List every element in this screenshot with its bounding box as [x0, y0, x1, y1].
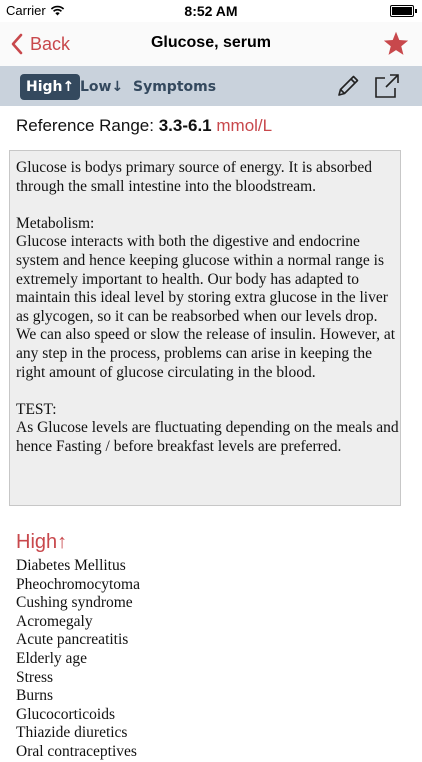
list-item: Diabetes Mellitus [16, 557, 126, 574]
description-metabolism: Metabolism: Glucose interacts with both the digestive and endocrine system and hence keeping glucose within a normal range is extremely important to health. Our body has adapted to maintain this ideal level by storing extra glucose in the liver as glycogen, so it can be reabsorbed when our levels drop. We can also speed or slow the release of insulin. However, at any step in the process, problems can arise in keeping the right amount of glucose circulating in the blood. [16, 214, 396, 381]
reference-range-label: Reference Range: [16, 116, 159, 135]
reference-range-value: 3.3-6.1 [158, 116, 212, 135]
tab-low[interactable]: Low↓ [80, 79, 124, 95]
description-test: TEST: As Glucose levels are fluctuating depending on the meals and hence Fasting / before breakfast levels are preferred. [16, 400, 399, 455]
list-item: Pheochromocytoma [16, 575, 140, 593]
list-item: Thiazide diuretics [16, 724, 128, 742]
list-item: Acute pancreatitis [16, 631, 129, 649]
reference-range [16, 116, 272, 136]
page-title: Glucose, serum [150, 34, 272, 51]
list-item: Glucocorticoids [16, 705, 116, 723]
description-intro: Glucose is bodys primary source of energy. It is absorbed through the small intestine into the bloodstream. [16, 159, 376, 195]
share-button[interactable] [372, 71, 402, 101]
description-spacer [16, 382, 400, 401]
share-icon [372, 71, 402, 101]
carrier-label: Carrier [6, 3, 46, 18]
list-item: Burns [16, 687, 54, 705]
list-item: Stress [16, 668, 54, 686]
edit-button[interactable] [333, 71, 363, 101]
status-bar [0, 0, 422, 22]
status-time: 8:52 AM [184, 3, 238, 19]
list-item: Acromegaly [16, 612, 93, 630]
high-causes-list [16, 557, 140, 762]
favorite-button[interactable] [380, 28, 412, 60]
high-heading: High↑ [16, 531, 68, 553]
tab-high[interactable]: High↑ [20, 74, 80, 100]
back-label: Back [30, 33, 71, 54]
navigation-bar [0, 22, 422, 67]
section-toolbar [0, 66, 422, 106]
description-box [9, 150, 401, 506]
list-item: Elderly age [16, 649, 88, 667]
star-icon [382, 30, 410, 58]
list-item: Cushing syndrome [16, 594, 133, 612]
reference-range-unit: mmol/L [216, 116, 273, 135]
pencil-icon [333, 71, 363, 101]
tab-symptoms[interactable]: Symptoms [133, 79, 217, 95]
description-spacer [16, 196, 400, 215]
battery-icon [390, 5, 414, 17]
list-item: Oral contraceptives [16, 742, 137, 760]
